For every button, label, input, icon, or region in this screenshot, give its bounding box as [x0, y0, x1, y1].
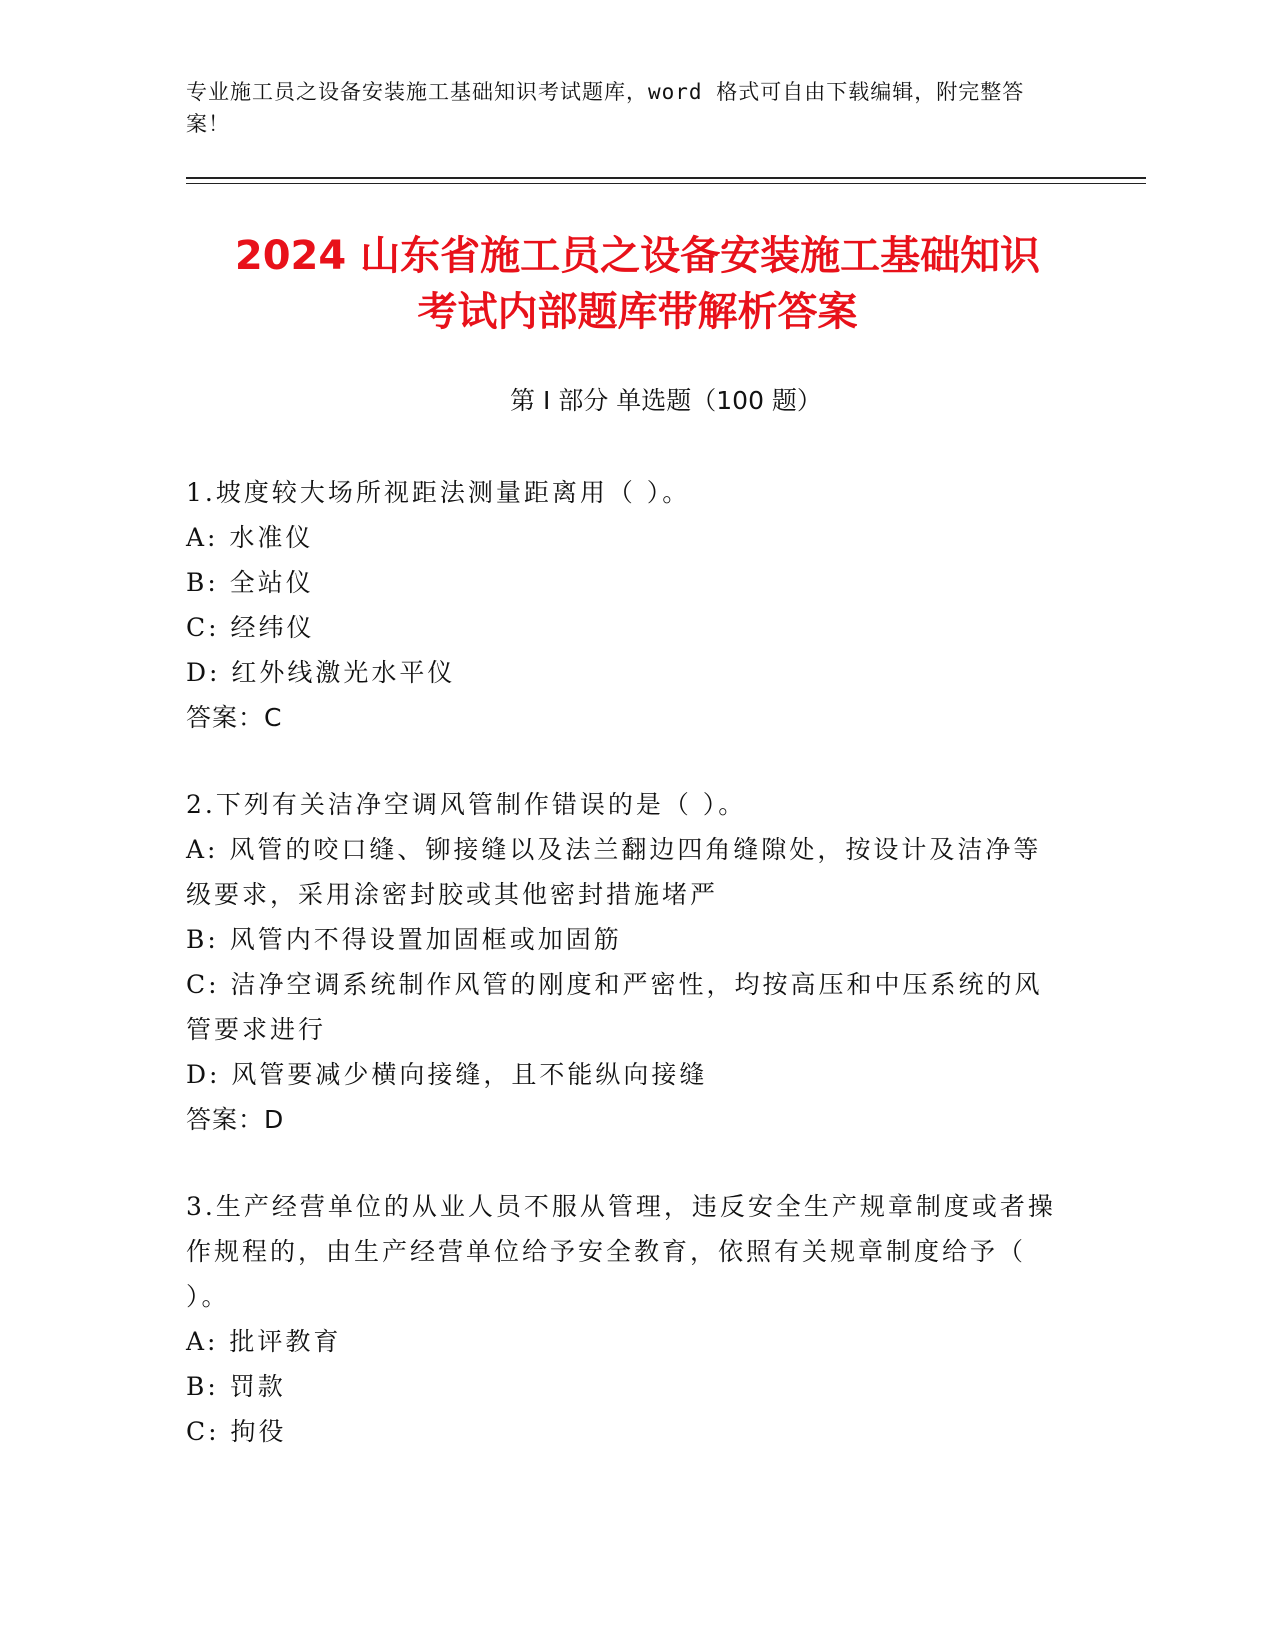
title-line-1: 2024 山东省施工员之设备安装施工基础知识 [234, 233, 1041, 279]
header-rule-bottom [186, 183, 1146, 184]
question-stem: 3.生产经营单位的从业人员不服从管理，违反安全生产规章制度或者操作规程的，由生产经营单位给予安全教育，依照有关规章制度给予（ ）。 [186, 1192, 1056, 1311]
answer: 答案：D [186, 1105, 285, 1134]
question-stem: 2.下列有关洁净空调风管制作错误的是（ ）。 [186, 790, 747, 819]
question-stem: 1.坡度较大场所视距法测量距离用（ ）。 [186, 478, 691, 507]
section-title: 第 I 部分 单选题（100 题） [510, 386, 822, 415]
header-rule-top [186, 177, 1146, 179]
question-2 [186, 782, 1066, 1142]
option-d: D: 红外线激光水平仪 [186, 658, 456, 687]
option-c: C: 经纬仪 [186, 613, 315, 642]
option-d: D: 风管要减少横向接缝，且不能纵向接缝 [186, 1060, 708, 1089]
option-a: A: 水准仪 [186, 523, 314, 552]
option-a: A: 批评教育 [186, 1327, 342, 1356]
question-3 [186, 1184, 1066, 1454]
answer: 答案：C [186, 703, 283, 732]
question-list [186, 470, 1066, 1496]
title-line-2: 考试内部题库带解析答案 [417, 289, 858, 335]
option-c: C: 洁净空调系统制作风管的刚度和严密性，均按高压和中压系统的风管要求进行 [186, 970, 1043, 1044]
document-title [150, 228, 1125, 340]
question-1 [186, 470, 1066, 740]
option-b: B: 风管内不得设置加固框或加固筋 [186, 925, 622, 954]
header-note: 专业施工员之设备安装施工基础知识考试题库，word 格式可自由下载编辑，附完整答案！ [186, 80, 1025, 136]
option-c: C: 拘役 [186, 1417, 287, 1446]
option-a: A: 风管的咬口缝、铆接缝以及法兰翻边四角缝隙处，按设计及洁净等级要求，采用涂密封胶或其他密封措施堵严 [186, 835, 1042, 909]
option-b: B: 罚款 [186, 1372, 286, 1401]
option-b: B: 全站仪 [186, 568, 314, 597]
